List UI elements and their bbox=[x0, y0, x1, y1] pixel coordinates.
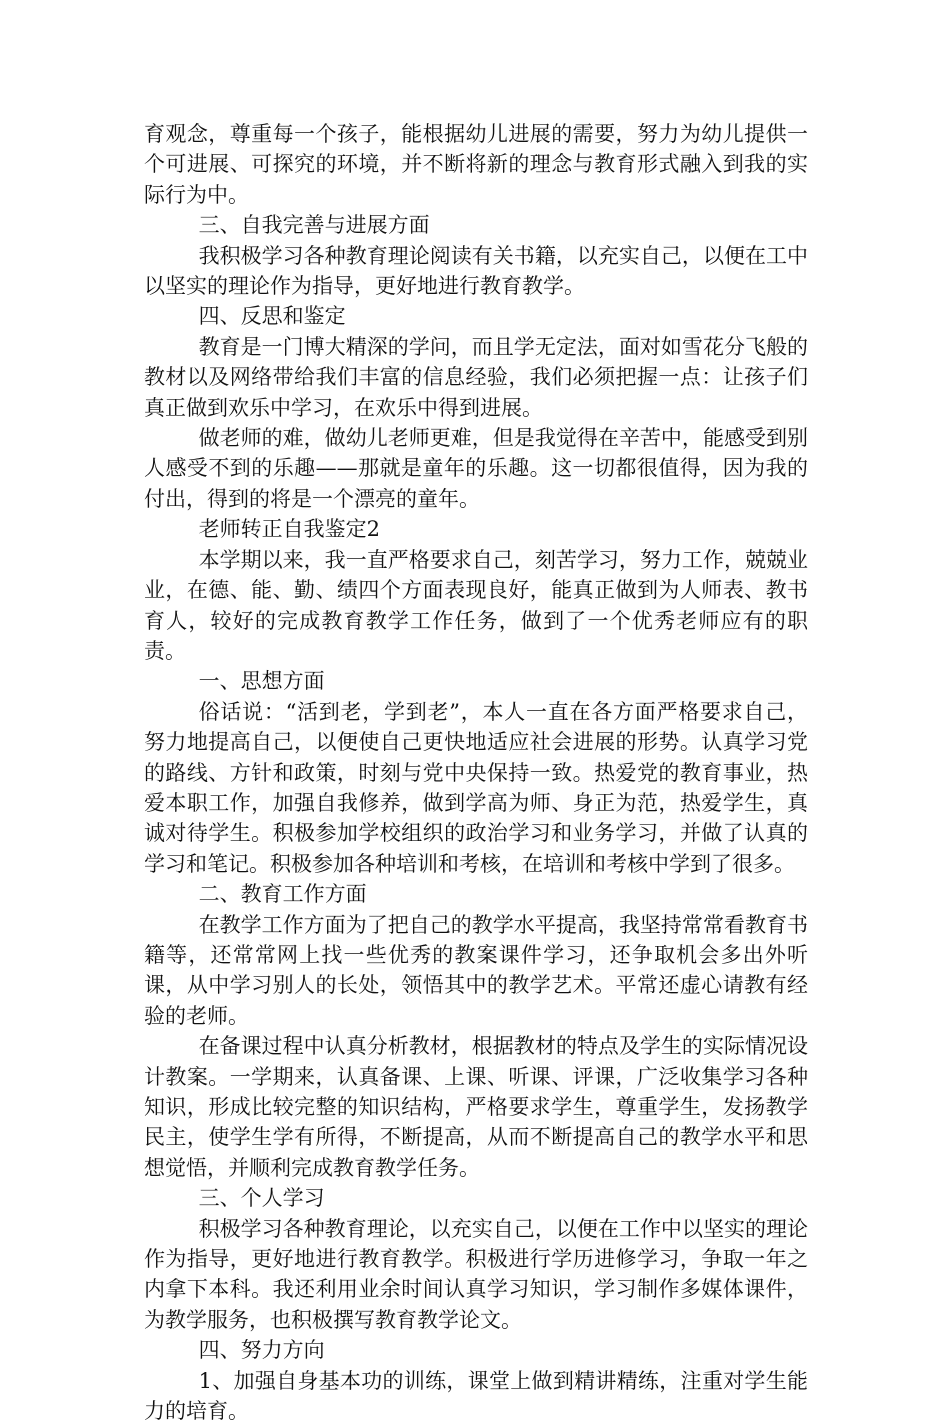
paragraph: 1、加强自身基本功的训练，课堂上做到精讲精练，注重对学生能力的培育。 bbox=[144, 1368, 808, 1424]
paragraph: 育观念，尊重每一个孩子，能根据幼儿进展的需要，努力为幼儿提供一个可进展、可探究的环境，并不断将新的理念与教育形式融入到我的实际行为中。 bbox=[144, 122, 808, 207]
paragraph: 在备课过程中认真分析教材，根据教材的特点及学生的实际情况设计教案。一学期来，认真备课、上课、听课、评课，广泛收集学习各种知识，形成比较完整的知识结构，严格要求学生，尊重学生，发扬教学民主，使学生学有所得，不断提高，从而不断提高自己的教学水平和思想觉悟，并顺利完成教育教学任务。 bbox=[144, 1034, 808, 1180]
section-heading: 四、反思和鉴定 bbox=[198, 304, 346, 329]
section-heading: 三、个人学习 bbox=[198, 1186, 325, 1211]
paragraph: 教育是一门博大精深的学问，而且学无定法，面对如雪花分飞般的教材以及网络带给我们丰富的信息经验，我们必须把握一点：让孩子们真正做到欢乐中学习，在欢乐中得到进展。 bbox=[144, 334, 808, 420]
paragraph: 本学期以来，我一直严格要求自己，刻苦学习，努力工作，兢兢业业，在德、能、勤、绩四个方面表现良好，能真正做到为人师表、教书育人，较好的完成教育教学工作任务，做到了一个优秀老师应有的职责。 bbox=[144, 547, 808, 663]
paragraph: 做老师的难，做幼儿老师更难，但是我觉得在辛苦中，能感受到别人感受不到的乐趣——那就是童年的乐趣。这一切都很值得，因为我的付出，得到的将是一个漂亮的童年。 bbox=[144, 426, 808, 511]
paragraph: 在教学工作方面为了把自己的教学水平提高，我坚持常常看教育书籍等，还常常网上找一些优秀的教案课件学习，还争取机会多出外听课，从中学习别人的长处，领悟其中的教学艺术。平常还虚心请教有经验的老师。 bbox=[144, 912, 808, 1028]
paragraph: 俗话说：“活到老，学到老”，本人一直在各方面严格要求自己，努力地提高自己，以便使自己更快地适应社会进展的形势。认真学习党的路线、方针和政策，时刻与党中央保持一致。热爱党的教育事业，热爱本职工作，加强自我修养，做到学高为师、身正为范，热爱学生，真诚对待学生。积极参加学校组织的政治学习和业务学习，并做了认真的学习和笔记。积极参加各种培训和考核，在培训和考核中学到了很多。 bbox=[144, 699, 808, 876]
paragraph: 积极学习各种教育理论，以充实自己，以便在工作中以坚实的理论作为指导，更好地进行教育教学。积极进行学历进修学习，争取一年之内拿下本科。我还利用业余时间认真学习知识，学习制作多媒体课件，为教学服务，也积极撰写教育教学论文。 bbox=[144, 1216, 808, 1332]
document-title: 老师转正自我鉴定2 bbox=[198, 517, 380, 542]
section-heading: 四、努力方向 bbox=[198, 1338, 325, 1363]
section-heading: 一、思想方面 bbox=[198, 669, 325, 694]
section-heading: 三、自我完善与进展方面 bbox=[198, 213, 430, 238]
document-body bbox=[144, 119, 808, 1426]
section-heading: 二、教育工作方面 bbox=[198, 882, 367, 907]
paragraph: 我积极学习各种教育理论阅读有关书籍，以充实自己，以便在工中以坚实的理论作为指导，更好地进行教育教学。 bbox=[144, 243, 808, 299]
